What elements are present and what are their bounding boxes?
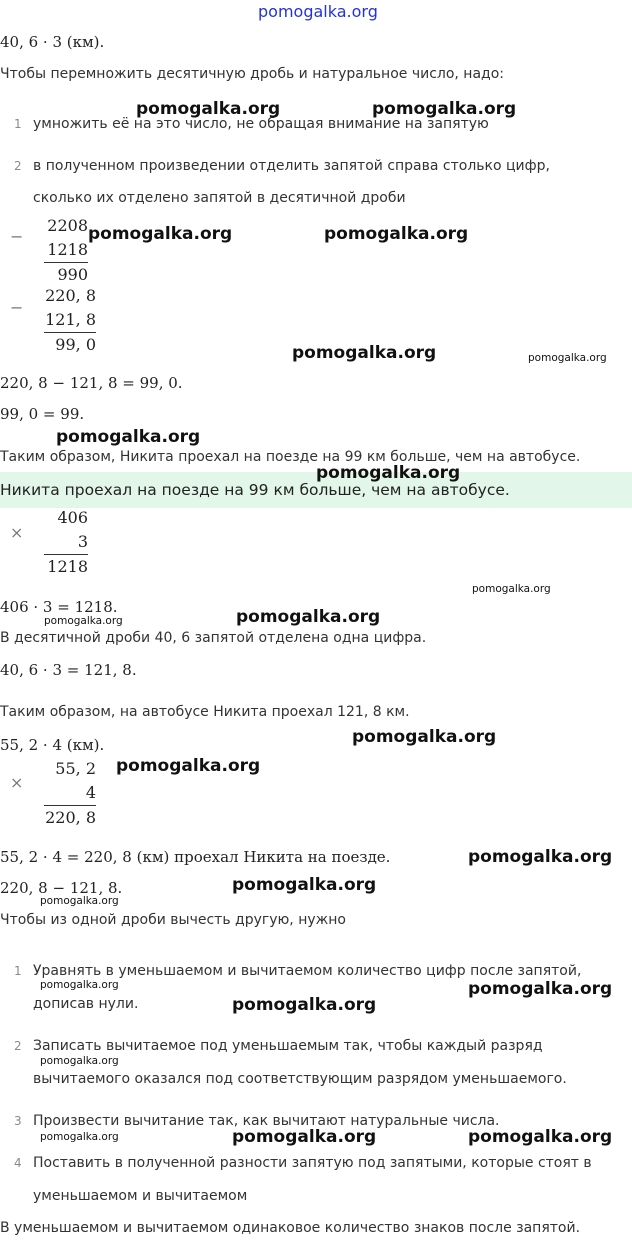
watermark: pomogalka.org xyxy=(232,875,377,895)
multiplier: 3 xyxy=(77,532,88,551)
minuend: 2208 xyxy=(47,216,88,235)
watermark: pomogalka.org xyxy=(316,463,461,483)
list-item-continuation: сколько их отделено запятой в десятичной дроби xyxy=(33,190,406,206)
difference: 990 xyxy=(57,265,88,284)
times-sign: × xyxy=(10,523,24,542)
watermark: pomogalka.org xyxy=(40,1055,119,1067)
minus-sign: − xyxy=(10,298,24,317)
list-item-number: 1 xyxy=(14,117,22,131)
subtrahend: 1218 xyxy=(47,240,88,259)
rule-intro-subtract: Чтобы из одной дроби вычесть другую, нужно xyxy=(0,912,346,928)
watermark: pomogalka.org xyxy=(232,995,377,1015)
minuend: 220, 8 xyxy=(45,286,96,305)
column-subtraction-decimals xyxy=(44,284,96,357)
product: 220, 8 xyxy=(45,808,96,827)
list-item-number: 4 xyxy=(14,1156,22,1170)
list-item: умножить её на это число, не обращая внимание на запятую xyxy=(33,116,489,132)
watermark: pomogalka.org xyxy=(468,979,613,999)
watermark: pomogalka.org xyxy=(136,99,281,119)
list-item: Произвести вычитание так, как вычитают натуральные числа. xyxy=(33,1113,500,1129)
multiplicand: 55, 2 xyxy=(55,759,96,778)
subtraction-result: 220, 8 − 121, 8 = 99, 0. xyxy=(0,374,183,392)
bus-conclusion: Таким образом, на автобусе Никита проехал 121, 8 км. xyxy=(0,704,410,720)
multiplicand: 406 xyxy=(57,508,88,527)
list-item-continuation: уменьшаемом и вычитаемом xyxy=(33,1188,248,1204)
list-item-continuation: дописав нули. xyxy=(33,996,139,1012)
watermark: pomogalka.org xyxy=(116,756,261,776)
watermark: pomogalka.org xyxy=(40,979,119,991)
watermark: pomogalka.org xyxy=(324,224,469,244)
decimal-places-note: В десятичной дроби 40, 6 запятой отделена одна цифра. xyxy=(0,630,427,646)
watermark: pomogalka.org xyxy=(40,895,119,907)
result-simplified: 99, 0 = 99. xyxy=(0,405,85,423)
list-item-number: 2 xyxy=(14,159,22,173)
watermark: pomogalka.org xyxy=(56,427,201,447)
minus-sign: − xyxy=(10,227,24,246)
times-sign: × xyxy=(10,773,24,792)
watermark: pomogalka.org xyxy=(292,343,437,363)
column-subtraction-integers xyxy=(44,214,88,287)
watermark: pomogalka.org xyxy=(44,615,123,627)
list-item-number: 1 xyxy=(14,964,22,978)
watermark: pomogalka.org xyxy=(88,224,233,244)
watermark: pomogalka.org xyxy=(472,583,551,595)
column-multiplication-55-2 xyxy=(44,757,96,830)
list-item: Записать вычитаемое под уменьшаемым так, чтобы каждый разряд xyxy=(33,1038,543,1054)
difference: 99, 0 xyxy=(55,335,96,354)
watermark-top-link[interactable]: pomogalka.org xyxy=(258,2,378,21)
conclusion-text: Таким образом, Никита проехал на поезде на 99 км больше, чем на автобусе. xyxy=(0,449,581,465)
final-note: В уменьшаемом и вычитаемом одинаковое количество знаков после запятой. xyxy=(0,1220,581,1236)
list-item: Уравнять в уменьшаемом и вычитаемом количество цифр после запятой, xyxy=(33,963,582,979)
bus-distance-result: 40, 6 · 3 = 121, 8. xyxy=(0,661,137,679)
list-item: Поставить в полученной разности запятую под запятыми, которые стоят в xyxy=(33,1155,592,1171)
watermark: pomogalka.org xyxy=(528,352,607,364)
expression-bus-distance: 40, 6 · 3 (км). xyxy=(0,33,105,51)
difference-expression: 220, 8 − 121, 8. xyxy=(0,879,123,897)
product: 1218 xyxy=(47,557,88,576)
list-item-number: 2 xyxy=(14,1039,22,1053)
train-distance-result: 55, 2 · 4 = 220, 8 (км) проехал Никита на поезде. xyxy=(0,848,391,866)
expression-train-distance: 55, 2 · 4 (км). xyxy=(0,736,105,754)
watermark: pomogalka.org xyxy=(352,727,497,747)
rule-intro-multiply: Чтобы перемножить десятичную дробь и натуральное число, надо: xyxy=(0,66,504,82)
watermark: pomogalka.org xyxy=(40,1131,119,1143)
list-item-number: 3 xyxy=(14,1114,22,1128)
product-result: 406 · 3 = 1218. xyxy=(0,598,118,616)
watermark: pomogalka.org xyxy=(468,1127,613,1147)
watermark: pomogalka.org xyxy=(372,99,517,119)
watermark: pomogalka.org xyxy=(468,847,613,867)
list-item-continuation: вычитаемого оказался под соответствующим разрядом уменьшаемого. xyxy=(33,1071,567,1087)
subtrahend: 121, 8 xyxy=(45,310,96,329)
column-multiplication-406 xyxy=(44,506,88,579)
list-item: в полученном произведении отделить запятой справа столько цифр, xyxy=(33,158,550,174)
multiplier: 4 xyxy=(85,783,96,802)
watermark: pomogalka.org xyxy=(236,607,381,627)
answer-text: Никита проехал на поезде на 99 км больше, чем на автобусе. xyxy=(0,481,510,499)
watermark: pomogalka.org xyxy=(232,1127,377,1147)
